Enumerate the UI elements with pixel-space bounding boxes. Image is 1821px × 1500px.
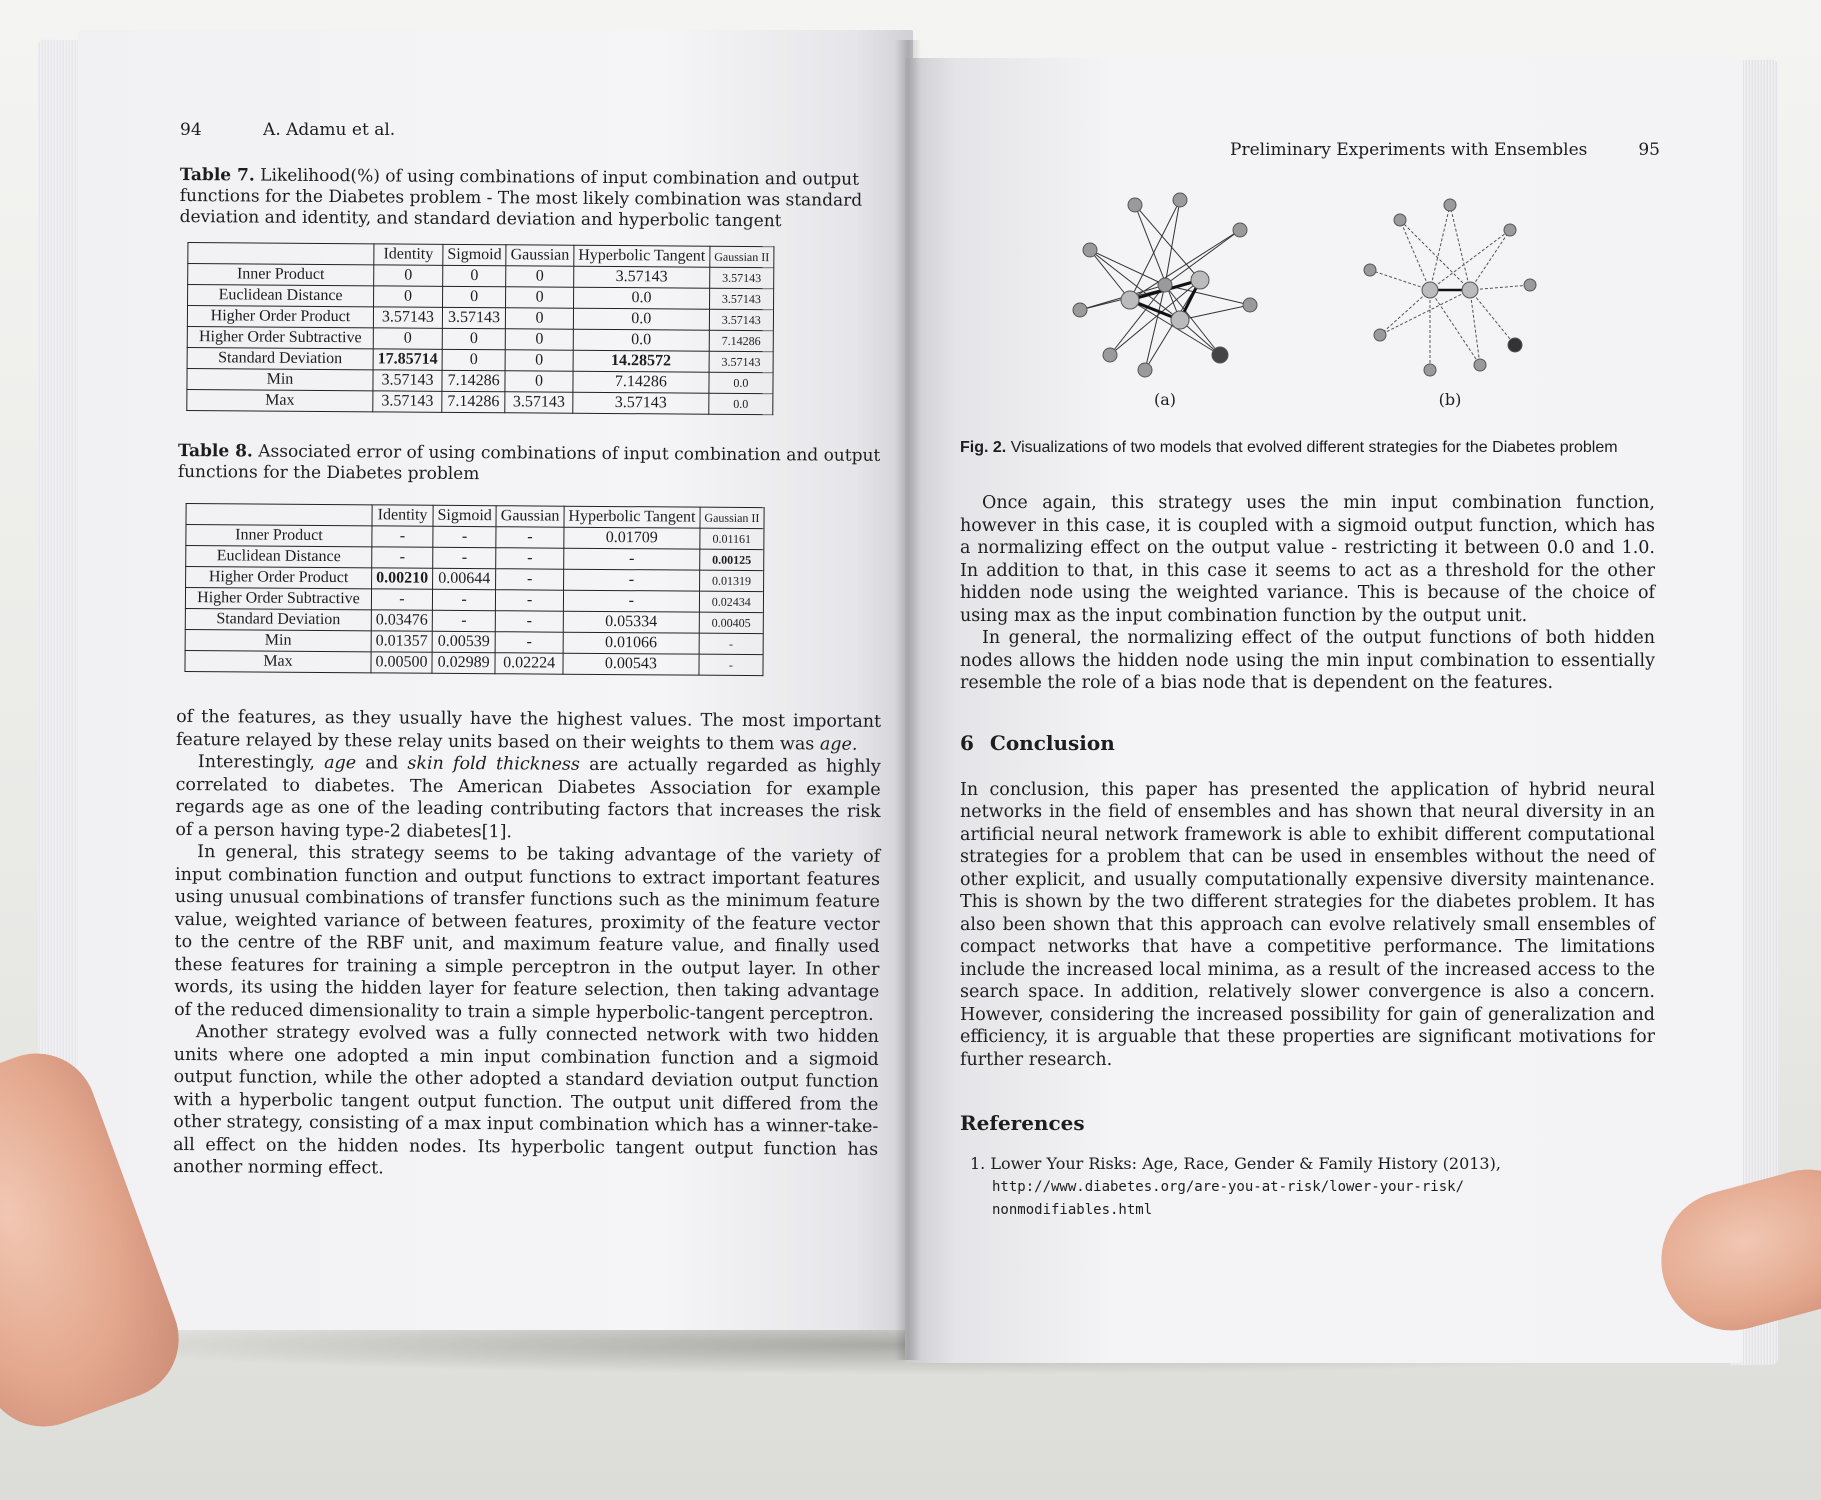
- table-cell: 0: [505, 371, 573, 392]
- row-label: Inner Product: [188, 264, 374, 286]
- paragraph: In general, the normalizing effect of the output functions of both hidden nodes allows the hidden node using the min input combination to essentially resemble the role of a bias node that is dependent on the features.: [960, 628, 1655, 693]
- table-cell: 7.14286: [442, 370, 505, 391]
- figure-2a: [1060, 190, 1270, 409]
- table-cell: 3.57143: [710, 267, 774, 288]
- table-cell: 0: [443, 286, 506, 307]
- table-cell: 0: [506, 287, 574, 308]
- table-cell: 0.0: [709, 393, 773, 414]
- table-cell: 0: [374, 286, 443, 307]
- column-header: Sigmoid: [433, 505, 496, 526]
- right-title: Preliminary Experiments with Ensembles: [1230, 140, 1588, 160]
- table-cell: 7.14286: [573, 371, 709, 393]
- left-page-content: [173, 165, 885, 1183]
- table-cell: 7.14286: [709, 330, 773, 351]
- table-cell: 0.01709: [564, 527, 700, 549]
- column-header: Gaussian II: [710, 246, 774, 267]
- row-label: Max: [187, 390, 373, 412]
- paragraph: of the features, as they usually have the highest values. The most important feature relayed by these relay units based on their weights to them was age.: [175, 706, 882, 755]
- row-label: Higher Order Subtractive: [187, 327, 373, 349]
- table-cell: 3.57143: [373, 307, 442, 328]
- table8-caption: Table 8. Associated error of using combinations of input combination and output functions for the Diabetes problem: [177, 440, 881, 485]
- paragraph: In conclusion, this paper has presented the application of hybrid neural networks in the field of ensembles and has shown that neural diversity in an artificial neural network framework is able to exhibit different computational strategies for a problem that can be used in ensembles without the need of other explicit, and usually computationally expensive diversity maintenance. This is shown by the two different strategies for the diabetes problem. It has also been shown that this approach can evolve relatively small ensembles of compact networks that have a competitive performance. The limitations include the increased local minima, as a result of the increased access to the search space. In addition, relatively slower convergence is also a concern. However, considering the increased possibility for gain of generalization and efficiency, it is arguable that these properties are significant motivations for further research.: [960, 779, 1655, 1070]
- figure-label-a: (a): [1153, 390, 1177, 409]
- table-cell: 7.14286: [442, 391, 505, 412]
- table-cell: -: [563, 590, 699, 612]
- table-cell: -: [496, 590, 564, 611]
- paragraph: Interestingly, age and skin fold thickness are actually regarded as highly correlated to diabetes. The American Diabetes Association for example regards age as one of the leading contributing factors that increases the risk of a person having type-2 diabetes[1].: [175, 752, 881, 842]
- conclusion-text: [960, 779, 1655, 1072]
- column-header: Gaussian: [496, 506, 564, 527]
- right-page-content: [960, 190, 1655, 1221]
- table-cell: -: [432, 610, 495, 631]
- table-cell: -: [496, 548, 564, 569]
- table-cell: 0.01319: [699, 570, 763, 591]
- table-corner: [188, 243, 374, 265]
- table-cell: 0: [442, 349, 505, 370]
- table-cell: -: [496, 527, 564, 548]
- column-header: Sigmoid: [443, 244, 506, 265]
- table-cell: -: [433, 526, 496, 547]
- table-cell: 0.01357: [371, 631, 432, 652]
- right-running-head: [1230, 140, 1660, 160]
- table-cell: 0.01066: [563, 632, 699, 654]
- table-cell: 0.01161: [700, 528, 764, 549]
- left-body-text: [173, 706, 881, 1183]
- left-page-number: 94: [180, 120, 202, 140]
- table-cell: 14.28572: [573, 350, 709, 372]
- table-cell: -: [563, 569, 699, 591]
- table-cell: -: [495, 611, 563, 632]
- column-header: Gaussian II: [700, 507, 764, 528]
- table-cell: 0.00210: [372, 568, 433, 589]
- book-gutter: [895, 40, 921, 1360]
- table-cell: 0: [443, 265, 506, 286]
- paragraph: Once again, this strategy uses the min input combination function, however in this case, it is coupled with a sigmoid output function, which has a normalizing effect on the output value - restricting it between 0.0 and 1.0. In addition to that, in this case it seems to act as a threshold for the other hidden node using the weighted variance. This is because of the choice of using max as the input combination function by the output unit.: [960, 493, 1655, 626]
- paragraph: In general, this strategy seems to be taking advantage of the variety of input combination function and output functions to extract important features using unusual combinations of transfer functions such as the minimum feature value, weighted variance of between features, proximity of the feature vector to the centre of the RBF unit, and maximum feature value, and finally used these features for training a simple perceptron in the output layer. In other words, its using the hidden layer for feature selection, then taking advantage of the reduced dimensionality to train a simple hyperbolic-tangent perceptron.: [174, 842, 881, 1025]
- table-cell: 3.57143: [573, 392, 709, 414]
- table-cell: 0.0: [573, 287, 709, 309]
- table-cell: 0.0: [709, 372, 773, 393]
- table-cell: -: [372, 547, 433, 568]
- section-heading: 6 Conclusion: [960, 730, 1115, 755]
- table-cell: 3.57143: [574, 266, 710, 288]
- table-cell: 3.57143: [505, 392, 573, 413]
- row-label: Higher Order Subtractive: [185, 588, 371, 610]
- table-cell: 0: [374, 265, 443, 286]
- row-label: Higher Order Product: [187, 306, 373, 328]
- table-cell: 0.02989: [432, 652, 495, 673]
- table-cell: 0: [373, 328, 442, 349]
- row-label: Min: [187, 369, 373, 391]
- table-cell: 0.00539: [432, 631, 495, 652]
- table-cell: 0.02434: [699, 591, 763, 612]
- references-heading: References: [960, 1111, 1085, 1135]
- table-cell: 3.57143: [373, 370, 442, 391]
- table-cell: 0.00405: [699, 612, 763, 633]
- table-cell: 0.02224: [495, 653, 563, 674]
- table8: [184, 503, 764, 676]
- table-cell: 0.05334: [563, 611, 699, 633]
- table-cell: 0: [442, 328, 505, 349]
- table-cell: 3.57143: [373, 391, 442, 412]
- row-label: Inner Product: [186, 525, 372, 547]
- figure-2: [1060, 190, 1540, 409]
- table-cell: 0.00125: [700, 549, 764, 570]
- figure-label-b: (b): [1438, 390, 1462, 409]
- table-cell: -: [699, 654, 763, 675]
- column-header: Identity: [372, 505, 433, 526]
- column-header: Identity: [374, 244, 443, 265]
- table7: [186, 242, 774, 415]
- reference-1: 1. Lower Your Risks: Age, Race, Gender & Family History (2013), http://www.diabetes.org/are-you-at-risk/lower-your-risk/ nonmodifiables.html: [970, 1154, 1501, 1218]
- table-cell: 0.0: [573, 329, 709, 351]
- table7-caption: Table 7. Likelihood(%) of using combinations of input combination and output functions for the Diabetes problem - The most likely combination was standard deviation and identity, and standard deviation and hyperbolic tangent: [179, 165, 863, 232]
- table-row: [185, 651, 763, 676]
- table-cell: 0: [505, 350, 573, 371]
- table-cell: -: [495, 632, 563, 653]
- row-label: Min: [185, 630, 371, 652]
- table-cell: -: [433, 547, 496, 568]
- table-cell: -: [432, 589, 495, 610]
- table-cell: 3.57143: [442, 307, 505, 328]
- table-cell: 0: [506, 266, 574, 287]
- row-label: Max: [185, 651, 371, 673]
- row-label: Higher Order Product: [186, 567, 372, 589]
- column-header: Gaussian: [506, 245, 574, 266]
- table-cell: 17.85714: [373, 349, 442, 370]
- figure-2b: [1360, 190, 1540, 409]
- table-corner: [186, 504, 372, 526]
- network-graph-b: [1360, 190, 1540, 380]
- network-graph-a: [1060, 190, 1270, 380]
- table-cell: -: [699, 633, 763, 654]
- table-row: [187, 390, 773, 415]
- table-cell: 0.03476: [371, 610, 432, 631]
- table-cell: -: [371, 589, 432, 610]
- right-body-text: [960, 492, 1655, 695]
- table-cell: -: [564, 548, 700, 570]
- column-header: Hyperbolic Tangent: [564, 506, 700, 528]
- row-label: Euclidean Distance: [188, 285, 374, 307]
- table-cell: 0.00644: [433, 568, 496, 589]
- table-cell: 0: [505, 329, 573, 350]
- table-cell: 3.57143: [709, 309, 773, 330]
- table-cell: -: [496, 569, 564, 590]
- row-label: Euclidean Distance: [186, 546, 372, 568]
- row-label: Standard Deviation: [187, 348, 373, 370]
- table-cell: 0.0: [573, 308, 709, 330]
- left-running-head: [180, 120, 451, 140]
- row-label: Standard Deviation: [185, 609, 371, 631]
- left-author: A. Adamu et al.: [263, 120, 396, 140]
- paragraph: Another strategy evolved was a fully connected network with two hidden units where one adopted a min input combination function and a sigmoid output function, while the other adopted a standard deviation output function with a hyperbolic tangent output function. The output unit differed from the other strategy, consisting of a max input combination which has a winner-take-all effect on the hidden nodes. Its hyperbolic tangent output function has another norming effect.: [172, 1022, 879, 1179]
- figure-2-caption: Fig. 2. Visualizations of two models that evolved different strategies for the Diabetes problem: [960, 439, 1618, 456]
- table-cell: 3.57143: [709, 351, 773, 372]
- right-page-number: 95: [1638, 140, 1660, 160]
- table-cell: 0.00500: [371, 652, 432, 673]
- table-cell: 0.00543: [563, 653, 699, 675]
- column-header: Hyperbolic Tangent: [574, 245, 710, 267]
- table-cell: 0: [506, 308, 574, 329]
- table-cell: 3.57143: [709, 288, 773, 309]
- table-cell: -: [372, 526, 433, 547]
